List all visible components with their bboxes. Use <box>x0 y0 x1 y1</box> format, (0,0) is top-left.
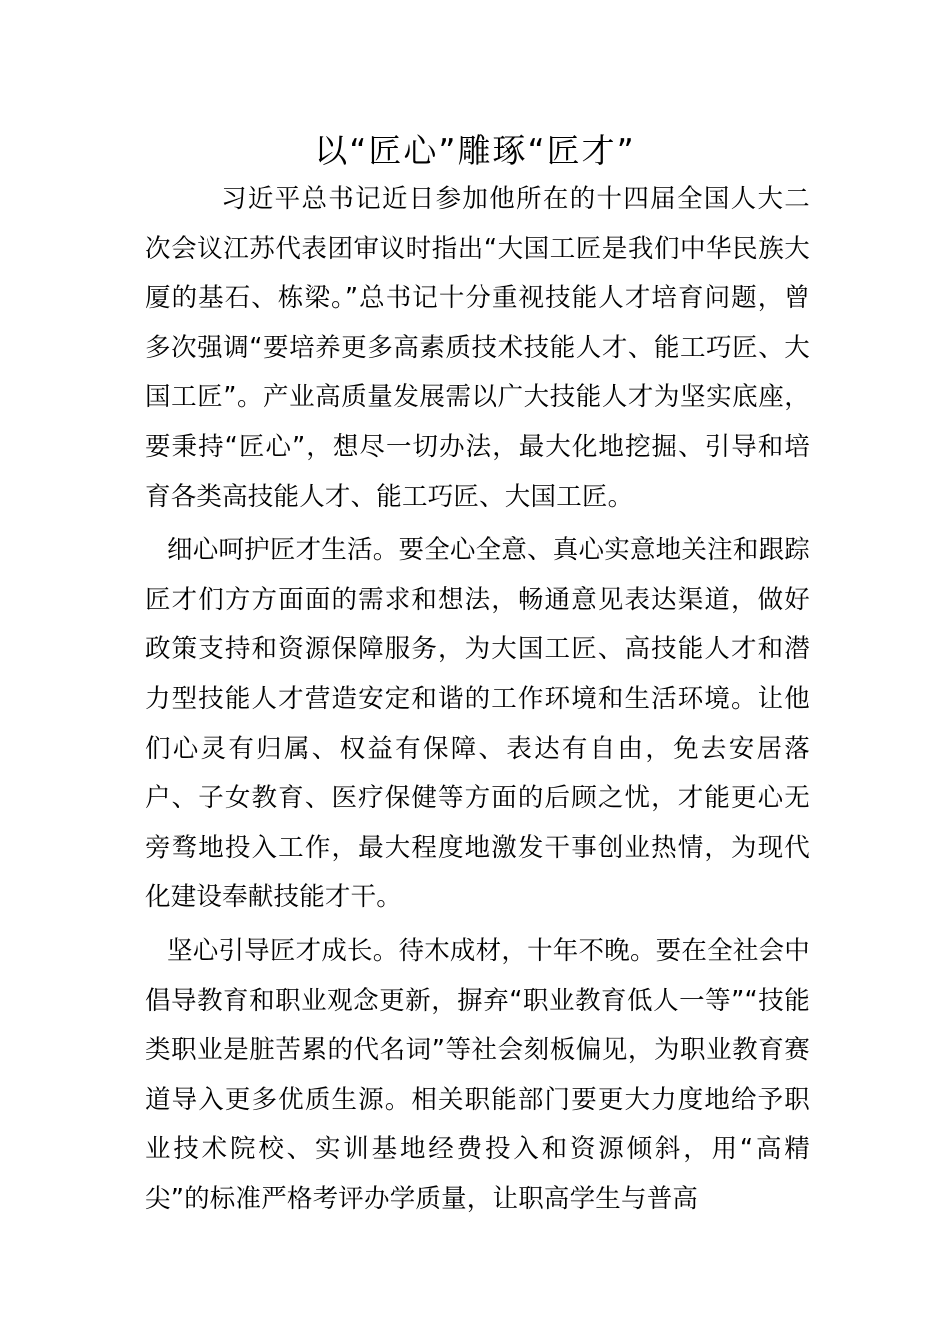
paragraph-care-for-talent: 细心呵护匠才生活。要全心全意、真心实意地关注和跟踪匠才们方方面面的需求和想法，畅通意见表达渠道，做好政策支持和资源保障服务，为大国工匠、高技能人才和潜力型技能人才营造安定和谐的工作环境和生活环境。让他们心灵有归属、权益有保障、表达有自由，免去安居落户、子女教育、医疗保健等方面的后顾之忧，才能更心无旁骛地投入工作，最大程度地激发干事创业热情，为现代化建设奉献技能才干。 <box>145 535 810 913</box>
article-body <box>145 175 810 1224</box>
page-title: 以“匠心”雕琢“匠才” <box>314 131 636 170</box>
paragraph-guide-growth: 坚心引导匠才成长。待木成材，十年不晚。要在全社会中倡导教育和职业观念更新，摒弃“职业教育低人一等”“技能类职业是脏苦累的代名词”等社会刻板偏见，为职业教育赛道导入更多优质生源。相关职能部门要更大力度地给予职业技术院校、实训基地经费投入和资源倾斜，用“高精尖”的标准严格考评办学质量，让职高学生与普高 <box>145 935 810 1214</box>
paragraph-intro: 习近平总书记近日参加他所在的十四届全国人大二次会议江苏代表团审议时指出“大国工匠是我们中华民族大厦的基石、栋梁。”总书记十分重视技能人才培育问题，曾多次强调“要培养更多高素质技术技能人才、能工巧匠、大国工匠”。产业高质量发展需以广大技能人才为坚实底座，要秉持“匠心”，想尽一切办法，最大化地挖掘、引导和培育各类高技能人才、能工巧匠、大国工匠。 <box>145 184 810 512</box>
